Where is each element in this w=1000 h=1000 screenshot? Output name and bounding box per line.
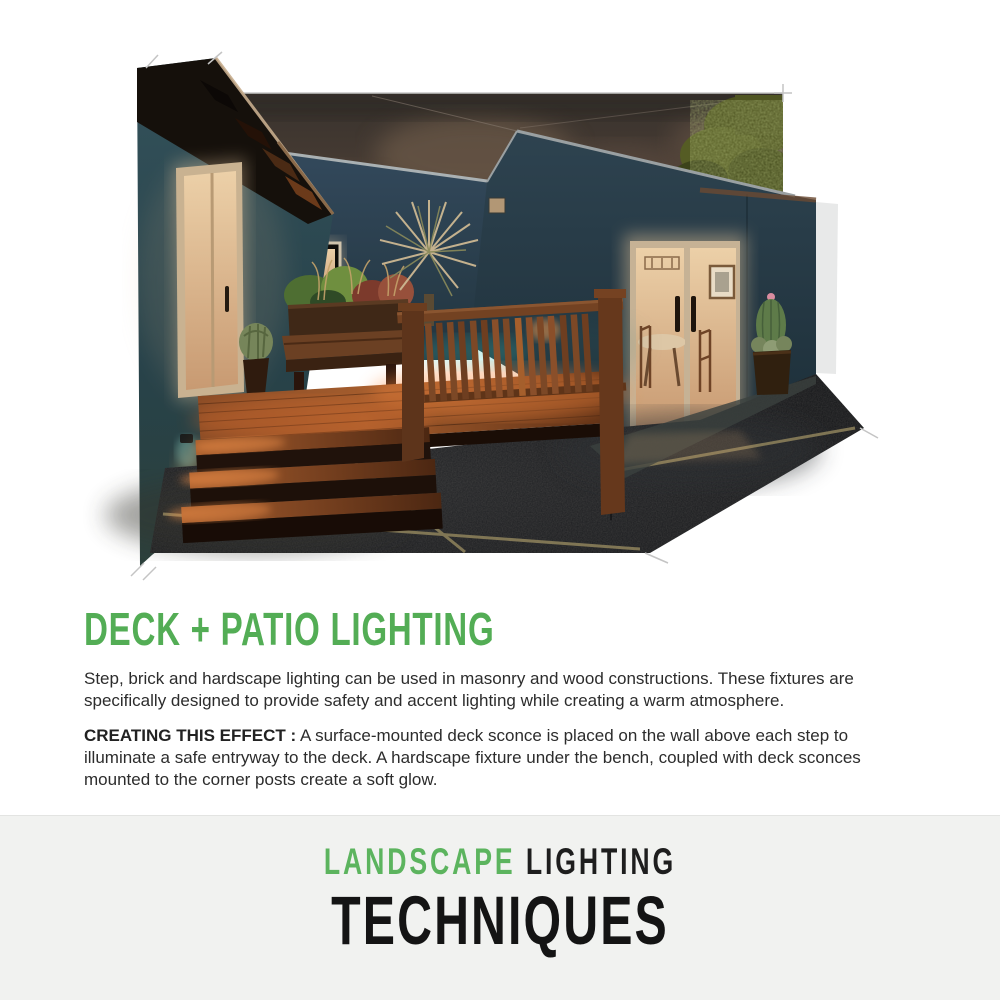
- entry-door: [172, 158, 248, 402]
- article-section: [84, 603, 936, 804]
- effect-paragraph: [84, 725, 924, 791]
- gable-vent: [489, 198, 505, 213]
- door-handle-right: [691, 296, 696, 332]
- effect-label: CREATING THIS EFFECT :: [84, 726, 297, 745]
- intro-paragraph: Step, brick and hardscape lighting can be used in masonry and wood constructions. These fixtures are specifically designed to provide safety and accent lighting while creating a warm atmosphere.: [84, 669, 854, 710]
- section-heading: DECK + PATIO LIGHTING: [84, 603, 495, 655]
- brand-title: TECHNIQUES: [331, 882, 669, 959]
- effect-body: A surface-mounted deck sconce is placed on the wall above each step to illuminate a safe entryway to the deck. A hardscape fixture under the bench, coupled with deck sconces mounted to the corner posts create a soft glow.: [84, 726, 861, 789]
- dining-table: [638, 334, 686, 350]
- door-handle: [225, 286, 229, 312]
- cut-panel: [816, 202, 838, 374]
- brand-lighting: LIGHTING: [515, 841, 677, 882]
- brand-line: [140, 843, 860, 880]
- railing-post-right: [598, 294, 625, 515]
- brand-landscape: LANDSCAPE: [323, 841, 516, 882]
- brand-footer: [0, 815, 1000, 1000]
- deck-steps: [163, 427, 442, 544]
- door-handle-left: [675, 296, 680, 332]
- railing-post-left: [402, 308, 424, 462]
